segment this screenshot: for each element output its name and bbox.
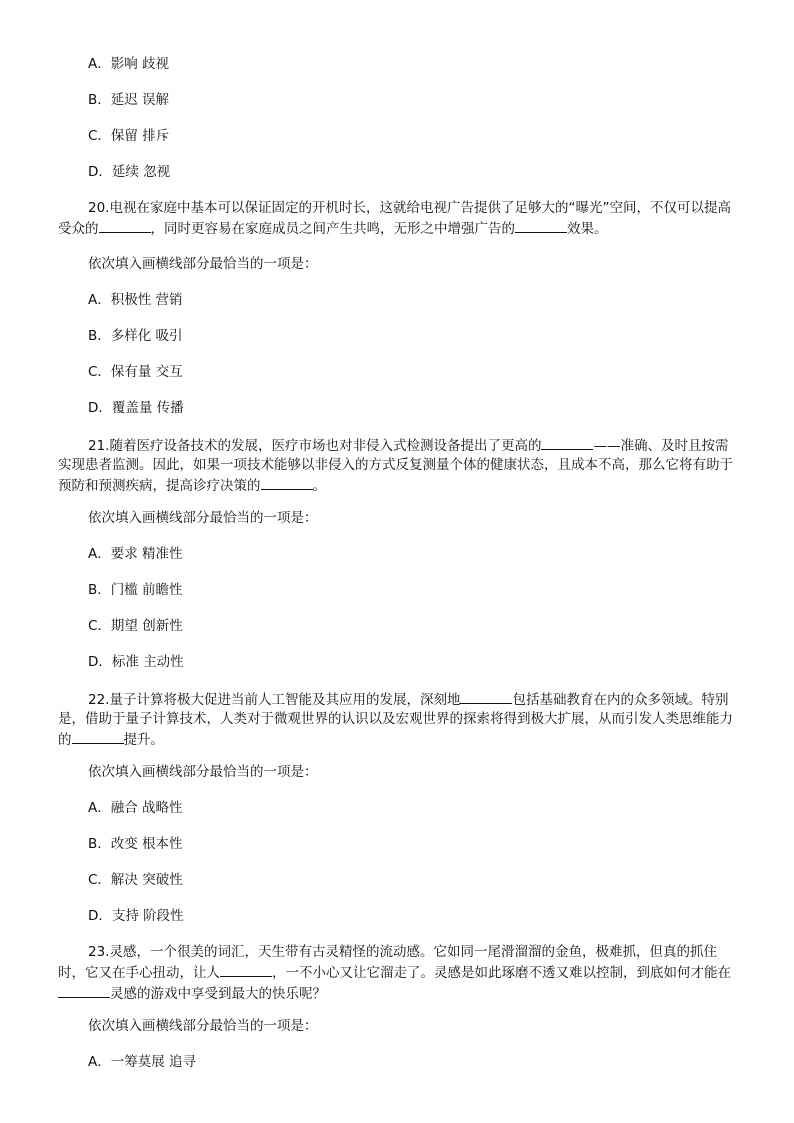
q21-option-c: C．期望 创新性 [88, 618, 183, 634]
q20-stem-part-2: ，同时更容易在家庭成员之间产生共鸣，无形之中增强广告的 [150, 221, 515, 237]
q23-stem-part-3: 灵感的游戏中享受到最大的快乐呢？ [110, 986, 326, 1002]
q20-option-b: B．多样化 吸引 [88, 328, 183, 344]
q22-stem-part-2: 包括基础教育在内的众多领域。特别是，借助于量子计算技术，人类对于微观世界的认识以及宏观世界的探索将得到极大扩展，从而引发人类思维能力的 [58, 692, 733, 748]
q23-stem-part-1: 23.灵感，一个很美的词汇，天生带有古灵精怪的流动感。它如同一尾滑溜溜的金鱼，极难抓，但真的抓住时，它又在手心扭动，让人 [58, 944, 717, 981]
q20-option-d: D．覆盖量 传播 [88, 400, 184, 416]
q22-option-b: B．改变 根本性 [88, 836, 183, 852]
q21-blank-2 [261, 475, 313, 490]
q23-option-a: A．一筹莫展 追寻 [88, 1054, 197, 1070]
q22-option-a: A．融合 战略性 [88, 800, 183, 816]
q20-stem-part-1: 20.电视在家庭中基本可以保证固定的开机时长，这就给电视广告提供了足够大的“曝光”空间，不仅可以提高受众的 [58, 200, 731, 237]
q22-blank-2 [72, 729, 124, 744]
q22-blank-1 [460, 689, 512, 704]
q20-option-c: C．保有量 交互 [88, 364, 183, 380]
q20-blank-2 [515, 218, 567, 233]
q21-stem [58, 435, 738, 496]
q20-stem [58, 199, 738, 239]
q22-option-d: D．支持 阶段性 [88, 908, 184, 924]
q22-option-c: C．解决 突破性 [88, 872, 183, 888]
q23-stem [58, 943, 738, 1004]
q23-stem-part-2: ，一不小心又让它溜走了。灵感是如此琢磨不透又难以控制，到底如何才能在 [272, 965, 731, 981]
q19-option-c: C．保留 排斥 [88, 128, 170, 144]
q19-option-b: B．延迟 误解 [88, 92, 170, 108]
q20-option-a: A．积极性 营销 [88, 292, 183, 308]
q21-stem-part-3: 。 [312, 478, 326, 494]
q23-blank-1 [220, 962, 272, 977]
q20-blank-1 [99, 218, 151, 233]
q20-prompt: 依次填入画横线部分最恰当的一项是： [88, 256, 318, 272]
q21-option-a: A．要求 精准性 [88, 546, 183, 562]
q20-stem-part-3: 效果。 [567, 221, 608, 237]
q19-option-d: D．延续 忽视 [88, 164, 171, 180]
q21-prompt: 依次填入画横线部分最恰当的一项是： [88, 510, 318, 526]
q21-blank-1 [541, 435, 593, 450]
q21-option-d: D．标准 主动性 [88, 654, 184, 670]
q22-stem-part-3: 提升。 [123, 732, 164, 748]
q22-stem [58, 689, 738, 750]
q22-stem-part-1: 22.量子计算将极大促进当前人工智能及其应用的发展，深刻地 [88, 692, 461, 708]
q21-stem-part-1: 21.随着医疗设备技术的发展，医疗市场也对非侵入式检测设备提出了更高的 [88, 438, 542, 454]
q21-option-b: B．门槛 前瞻性 [88, 582, 183, 598]
q23-prompt: 依次填入画横线部分最恰当的一项是： [88, 1018, 318, 1034]
q19-option-a: A．影响 歧视 [88, 56, 170, 72]
q21-stem-part-2: ——准确、及时且按需实现患者监测。因此，如果一项技术能够以非侵入的方式反复测量个体的健康状态，且成本不高，那么它将有助于预防和预测疾病，提高诊疗决策的 [58, 438, 733, 494]
q22-prompt: 依次填入画横线部分最恰当的一项是： [88, 764, 318, 780]
q23-blank-2 [58, 983, 110, 998]
